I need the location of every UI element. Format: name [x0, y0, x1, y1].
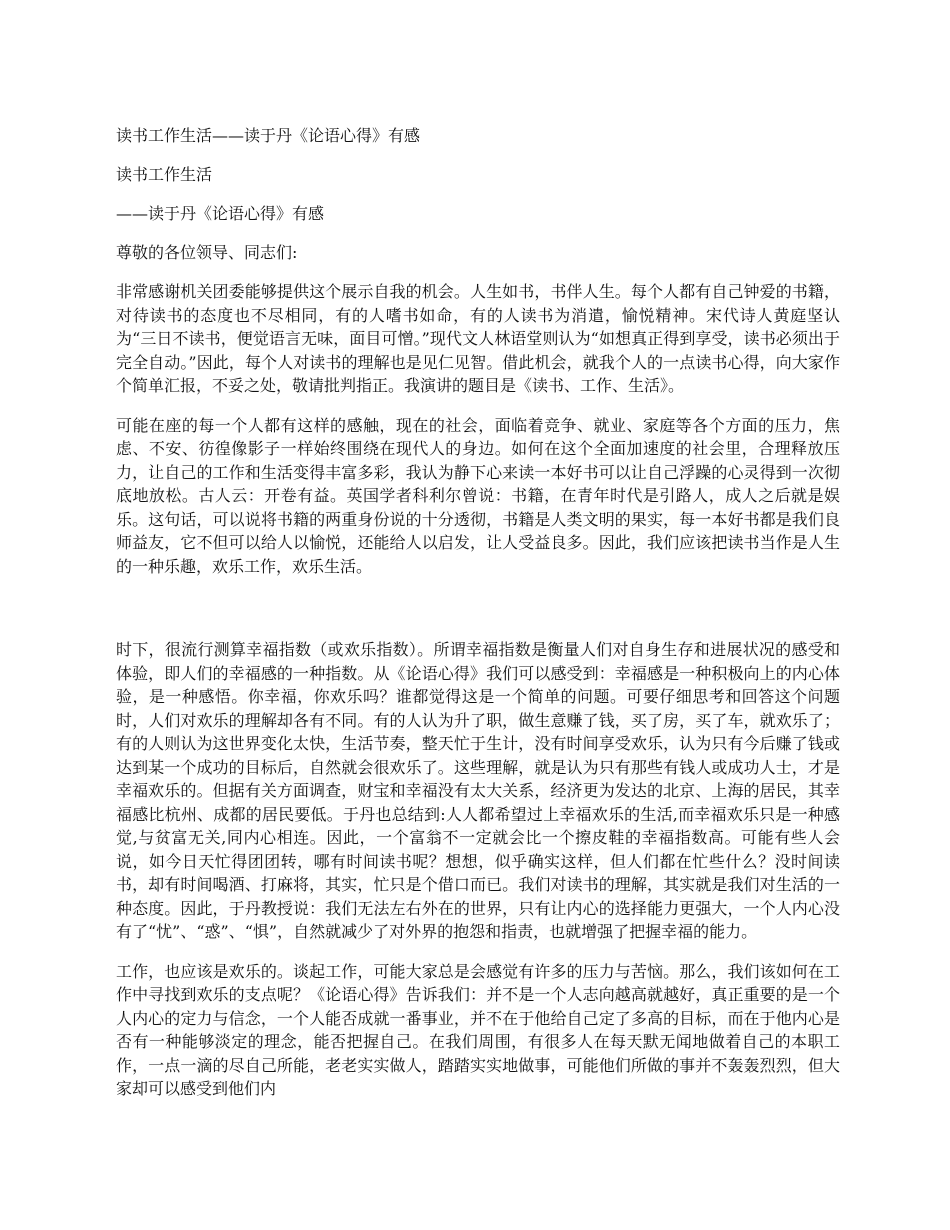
document-title: 读书工作生活——读于丹《论语心得》有感 — [116, 126, 421, 145]
document-page — [116, 124, 840, 1117]
paragraph-reading: 可能在座的每一个人都有这样的感触，现在的社会，面临着竞争、就业、家庭等各个方面的压力，焦虑、不安、彷徨像影子一样始终围绕在现代人的身边。如何在这个全面加速度的社会里，合理释放压力，让自己的工作和生活变得丰富多彩，我认为静下心来读一本好书可以让自己浮躁的心灵得到一次彻底地放松。古人云：开卷有益。英国学者科利尔曾说：书籍，在青年时代是引路人，成人之后就是娱乐。这句话，可以说将书籍的两重身份说的十分透彻，书籍是人类文明的果实，每一本好书都是我们良师益友，它不但可以给人以愉悦，还能给人以启发，让人受益良多。因此，我们应该把读书当作是人生的一种乐趣，欢乐工作，欢乐生活。 — [116, 415, 840, 576]
document-subtitle-book: ——读于丹《论语心得》有感 — [116, 204, 325, 223]
paragraph-intro: 非常感谢机关团委能够提供这个展示自我的机会。人生如书，书伴人生。每个人都有自己钟爱的书籍，对待读书的态度也不尽相同，有的人嗜书如命，有的人读书为消遣，愉悦精神。宋代诗人黄庭坚认为“三日不读书，便觉语言无味，面目可憎。”现代文人林语堂则认为“如想真正得到享受，读书必须出于完全自动。”因此，每个人对读书的理解也是见仁见智。借此机会，就我个人的一点读书心得，向大家作个简单汇报，不妥之处，敬请批判指正。我演讲的题目是《读书、工作、生活》。 — [116, 282, 840, 395]
document-subtitle: 读书工作生活 — [116, 165, 213, 184]
salutation: 尊敬的各位领导、同志们: — [116, 243, 298, 262]
paragraph-gap — [116, 594, 840, 638]
paragraph-happiness: 时下，很流行测算幸福指数（或欢乐指数）。所谓幸福指数是衡量人们对自身生存和进展状况的感受和体验，即人们的幸福感的一种指数。从《论语心得》我们可以感受到：幸福感是一种积极向上的内心体验，是一种感悟。你幸福，你欢乐吗？谁都觉得这是一个简单的问题。可要仔细思考和回答这个问题时，人们对欢乐的理解却各有不同。有的人认为升了职，做生意赚了钱，买了房，买了车，就欢乐了；有的人则认为这世界变化太快，生活节奏，整天忙于生计，没有时间享受欢乐，认为只有今后赚了钱或达到某一个成功的目标后，自然就会很欢乐了。这些理解，就是认为只有那些有钱人或成功人士，才是幸福欢乐的。但据有关方面调查，财宝和幸福没有太大关系，经济更为发达的北京、上海的居民，其幸福感比杭州、成都的居民要低。于丹也总结到:人人都希望过上幸福欢乐的生活,而幸福欢乐只是一种感觉,与贫富无关,同内心相连。因此，一个富翁不一定就会比一个擦皮鞋的幸福指数高。可能有些人会说，如今日天忙得团团转，哪有时间读书呢？想想，似乎确实这样，但人们都在忙些什么？没时间读书，却有时间喝酒、打麻将，其实，忙只是个借口而已。我们对读书的理解，其实就是我们对生活的一种态度。因此，于丹教授说：我们无法左右外在的世界，只有让内心的选择能力更强大，一个人内心没有了“忧”、“惑”、“惧”，自然就减少了对外界的抱怨和指责，也就增强了把握幸福的能力。 — [116, 640, 840, 941]
paragraph-work: 工作，也应该是欢乐的。谈起工作，可能大家总是会感觉有许多的压力与苦恼。那么，我们该如何在工作中寻找到欢乐的支点呢？《论语心得》告诉我们：并不是一个人志向越高就越好，真正重要的是一个人内心的定力与信念，一个人能否成就一番事业，并不在于他给自己定了多高的目标，而在于他内心是否有一种能够淡定的理念，能否把握自己。在我们周围，有很多人在每天默无闻地做着自己的本职工作，一点一滴的尽自己所能，老老实实做人，踏踏实实地做事，可能他们所做的事并不轰轰烈烈，但大家却可以感受到他们内 — [116, 961, 840, 1098]
